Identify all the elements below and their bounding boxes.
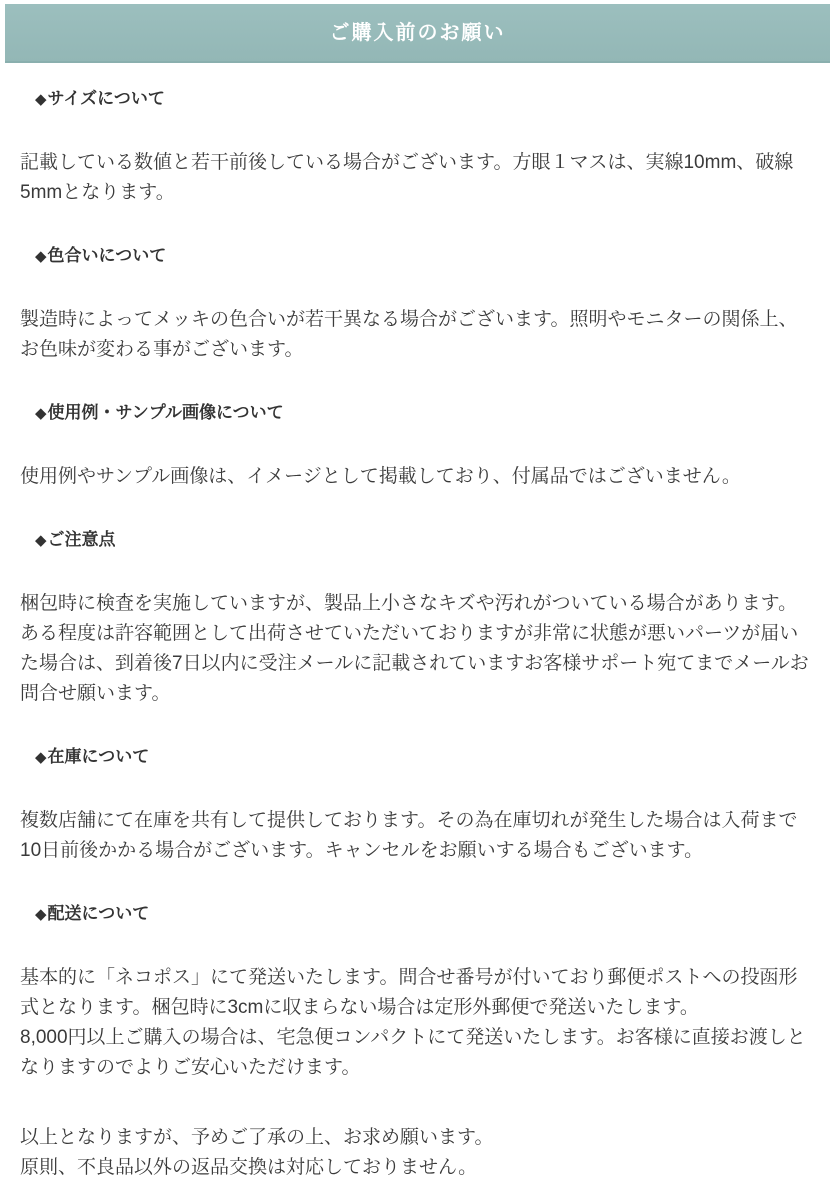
section-text-stock: 複数店舗にて在庫を共有して提供しております。その為在庫切れが発生した場合は入荷まで10日前後かかる場合がございます。キャンセルをお願いする場合もございます。 xyxy=(20,810,798,861)
section-stock xyxy=(20,746,815,866)
section-sample-images xyxy=(20,402,815,492)
section-text-size: 記載している数値と若干前後している場合がございます。方眼１マスは、実線10mm、破線5mmとなります。 xyxy=(20,152,794,203)
section-heading-label: ご注意点 xyxy=(47,530,116,549)
section-heading-color xyxy=(35,245,815,268)
section-heading-size xyxy=(35,88,815,111)
section-text-sample-images: 使用例やサンプル画像は、イメージとして掲載しており、付属品ではございません。 xyxy=(20,466,741,487)
closing-line-2: 原則、不良品以外の返品交換は対応しておりません。 xyxy=(20,1157,478,1178)
section-text-color: 製造時によってメッキの色合いが若干異なる場合がございます。照明やモニターの関係上、お色味が変わる事がございます。 xyxy=(20,309,798,360)
closing-line-1: 以上となりますが、予めご了承の上、お求め願います。 xyxy=(20,1127,494,1148)
section-cautions xyxy=(20,529,815,709)
closing-note xyxy=(20,1123,815,1183)
section-heading-shipping xyxy=(35,903,815,926)
section-heading-label: 配送について xyxy=(47,904,150,923)
section-color xyxy=(20,245,815,365)
title-bar xyxy=(5,4,830,63)
notice-content xyxy=(0,63,837,1197)
diamond-bullet-icon: ◆ xyxy=(35,532,47,549)
diamond-bullet-icon: ◆ xyxy=(35,248,47,265)
diamond-bullet-icon: ◆ xyxy=(35,405,47,422)
diamond-bullet-icon: ◆ xyxy=(35,749,47,766)
diamond-bullet-icon: ◆ xyxy=(35,91,47,108)
section-heading-label: サイズについて xyxy=(47,89,165,108)
section-shipping xyxy=(20,903,815,1083)
diamond-bullet-icon: ◆ xyxy=(35,906,47,923)
shipping-line-nekopos: 基本的に「ネコポス」にて発送いたします。問合せ番号が付いており郵便ポストへの投函形式となります。梱包時に3cmに収まらない場合は定形外郵便で発送いたします。 xyxy=(20,967,798,1018)
section-heading-label: 使用例・サンプル画像について xyxy=(47,403,284,422)
section-text-cautions: 梱包時に検査を実施していますが、製品上小さなキズや汚れがついている場合があります。ある程度は許容範囲として出荷させていただいておりますが非常に状態が悪いパーツが届いた場合は、到着後7日以内に受注メールに記載されていますお客様サポート宛てまでメールお問合せ願います。 xyxy=(20,593,809,704)
section-heading-sample-images xyxy=(35,402,815,425)
section-heading-label: 在庫について xyxy=(47,747,150,766)
section-heading-label: 色合いについて xyxy=(47,246,167,265)
section-text-shipping xyxy=(20,963,815,1083)
section-heading-cautions xyxy=(35,529,815,552)
section-heading-stock xyxy=(35,746,815,769)
shipping-line-compact: 8,000円以上ご購入の場合は、宅急便コンパクトにて発送いたします。お客様に直接お渡しとなりますのでよりご安心いただけます。 xyxy=(20,1027,806,1078)
page-title: ご購入前のお願い xyxy=(329,21,506,44)
purchase-notice-page xyxy=(0,4,837,1197)
section-size xyxy=(20,88,815,208)
